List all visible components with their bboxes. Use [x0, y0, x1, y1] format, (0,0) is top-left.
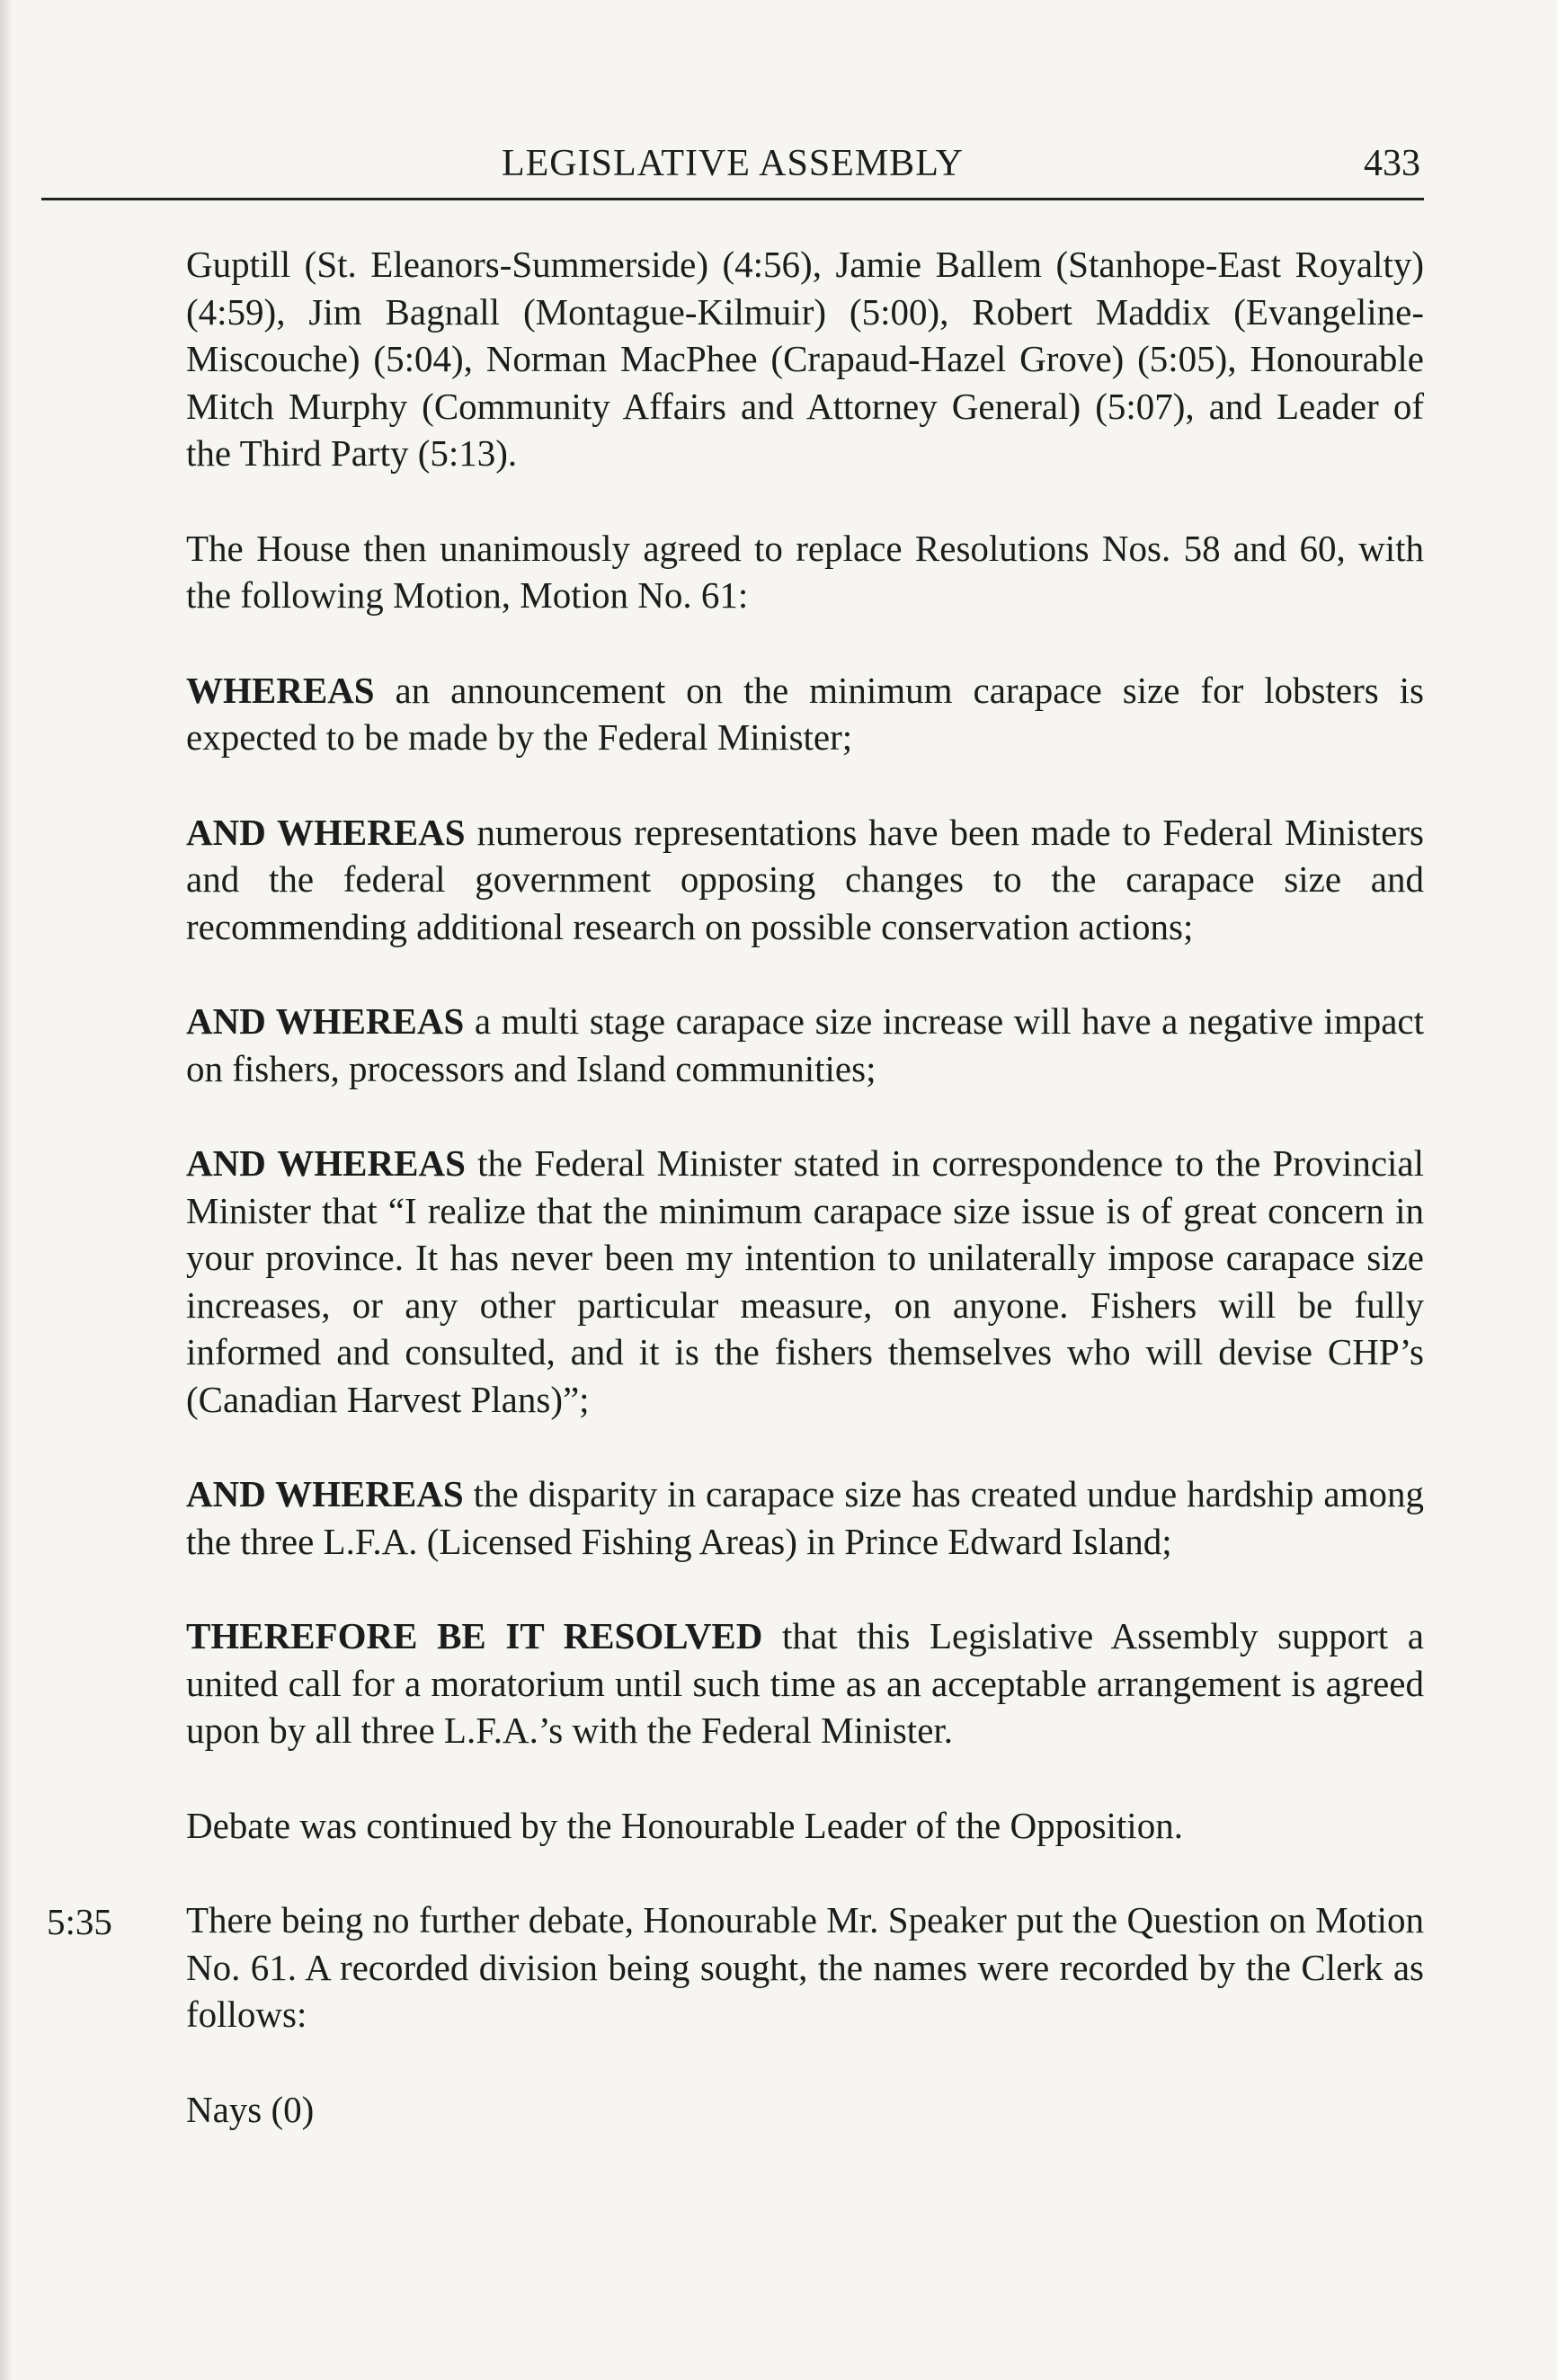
header-rule	[41, 198, 1424, 200]
whereas-clause: WHEREAS an announcement on the minimum carapace size for lobsters is expected to be made by the Federal Minister;	[186, 669, 1424, 758]
question-paragraph: There being no further debate, Honourable Mr. Speaker put the Question on Motion No. 61. A recorded division being sought, the names were recorded by the Clerk as follows:	[186, 1899, 1424, 2035]
clause-keyword: AND WHEREAS	[186, 1473, 464, 1514]
clause-keyword: AND WHEREAS	[186, 1142, 466, 1184]
clause-keyword: THEREFORE BE IT RESOLVED	[186, 1615, 763, 1656]
running-title: LEGISLATIVE ASSEMBLY	[502, 143, 964, 184]
resolved-clause: THEREFORE BE IT RESOLVED that this Legislative Assembly support a united call for a moratorium until such time as an acceptable arrangement is agreed upon by all three L.F.A.’s with the Federal Minister.	[186, 1615, 1425, 1751]
debate-paragraph: Debate was continued by the Honourable Leader of the Opposition.	[186, 1804, 1183, 1846]
and-whereas-clause: AND WHEREAS the Federal Minister stated in correspondence to the Provincial Minister that “I realize that the minimum carapace size issue is of great concern in your province. It has never been my intention to unilaterally impose carapace size increases, or any other particular measure, on anyone. Fishers will be fully informed and consulted, and it is the fishers themselves who will devise CHP’s (Canadian Harvest Plans)”;	[186, 1142, 1424, 1420]
clause-keyword: AND WHEREAS	[186, 811, 466, 853]
and-whereas-clause: AND WHEREAS a multi stage carapace size increase will have a negative impact on fishers, processors and Island communities;	[186, 1000, 1424, 1089]
motion-intro-paragraph: The House then unanimously agreed to replace Resolutions Nos. 58 and 60, with the following Motion, Motion No. 61:	[186, 527, 1424, 616]
and-whereas-clause: AND WHEREAS the disparity in carapace size has created undue hardship among the three L.F.A. (Licensed Fishing Areas) in Prince Edward Island;	[186, 1473, 1424, 1562]
clause-keyword: WHEREAS	[186, 669, 375, 711]
nays-line: Nays (0)	[186, 2088, 315, 2130]
margin-timestamp: 5:35	[47, 1901, 112, 1942]
attendance-paragraph: Guptill (St. Eleanors-Summerside) (4:56), Jamie Ballem (Stanhope-East Royalty) (4:59), Jim Bagnall (Montague-Kilmuir) (5:00), Robert Maddix (Evangeline-Miscouche) (5:04), Norman MacPhee (Crapaud-Hazel Grove) (5:05), Honourable Mitch Murphy (Community Affairs and Attorney General) (5:07), and Leader of the Third Party (5:13).	[186, 244, 1424, 474]
journal-body	[186, 241, 1424, 2180]
page-number: 433	[1364, 143, 1420, 184]
page-header	[41, 142, 1424, 196]
page-edge	[0, 0, 13, 2380]
clause-keyword: AND WHEREAS	[186, 1000, 465, 1042]
and-whereas-clause: AND WHEREAS numerous representations have been made to Federal Ministers and the federal government opposing changes to the carapace size and recommending additional research on possible conservation actions;	[186, 811, 1424, 947]
